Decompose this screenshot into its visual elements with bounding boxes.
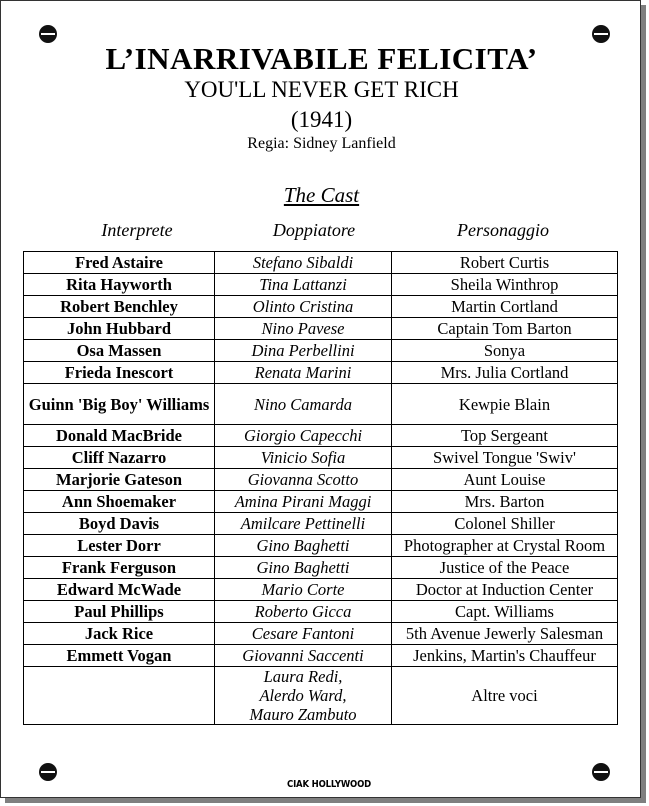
table-row (24, 513, 618, 535)
table-row (24, 623, 618, 645)
dubber-cell: Giovanni Saccenti (215, 645, 392, 667)
dubber-cell: Renata Marini (215, 362, 392, 384)
dubber-cell: Roberto Gicca (215, 601, 392, 623)
screw-icon (39, 763, 57, 781)
dubber-cell (215, 667, 392, 725)
dubber-line: Laura Redi, (263, 667, 343, 686)
table-row (24, 296, 618, 318)
dubber-cell: Olinto Cristina (215, 296, 392, 318)
character-cell: Swivel Tongue 'Swiv' (392, 447, 618, 469)
character-cell: Colonel Shiller (392, 513, 618, 535)
character-cell: Altre voci (392, 667, 618, 725)
dubber-cell: Gino Baghetti (215, 557, 392, 579)
actor-cell: Donald MacBride (24, 425, 215, 447)
dubber-cell: Dina Perbellini (215, 340, 392, 362)
character-cell: Doctor at Induction Center (392, 579, 618, 601)
table-row (24, 447, 618, 469)
table-row (24, 340, 618, 362)
table-row (24, 384, 618, 425)
italian-title: L’INARRIVABILE FELICITA’ (105, 41, 538, 76)
dubber-cell: Nino Camarda (215, 384, 392, 425)
character-cell: 5th Avenue Jewerly Salesman (392, 623, 618, 645)
table-row (24, 318, 618, 340)
dubber-cell: Gino Baghetti (215, 535, 392, 557)
dubber-cell: Amilcare Pettinelli (215, 513, 392, 535)
ciak-hollywood-logo: CIAK HOLLYWOOD (287, 779, 372, 790)
cast-table-body (24, 252, 618, 725)
table-row (24, 252, 618, 274)
table-row (24, 557, 618, 579)
actor-cell: Marjorie Gateson (24, 469, 215, 491)
dubber-line: Alerdo Ward, (259, 686, 347, 705)
actor-cell: Paul Phillips (24, 601, 215, 623)
character-cell: Capt. Williams (392, 601, 618, 623)
actor-cell: Fred Astaire (24, 252, 215, 274)
column-header-character: Personaggio (457, 220, 549, 240)
dubber-cell: Amina Pirani Maggi (215, 491, 392, 513)
actor-cell: John Hubbard (24, 318, 215, 340)
character-cell: Aunt Louise (392, 469, 618, 491)
character-cell: Mrs. Barton (392, 491, 618, 513)
actor-cell: Emmett Vogan (24, 645, 215, 667)
character-cell: Sheila Winthrop (392, 274, 618, 296)
character-cell: Justice of the Peace (392, 557, 618, 579)
character-cell: Robert Curtis (392, 252, 618, 274)
actor-cell: Frank Ferguson (24, 557, 215, 579)
table-row (24, 425, 618, 447)
actor-cell: Jack Rice (24, 623, 215, 645)
character-cell: Martin Cortland (392, 296, 618, 318)
table-row (24, 535, 618, 557)
character-cell: Photographer at Crystal Room (392, 535, 618, 557)
table-row (24, 579, 618, 601)
actor-cell: Robert Benchley (24, 296, 215, 318)
dubber-cell: Cesare Fantoni (215, 623, 392, 645)
column-header-actor: Interprete (101, 220, 173, 240)
table-row (24, 469, 618, 491)
actor-cell: Osa Massen (24, 340, 215, 362)
original-title: YOU'LL NEVER GET RICH (184, 77, 459, 102)
dubber-cell: Tina Lattanzi (215, 274, 392, 296)
screw-icon (592, 763, 610, 781)
table-row (24, 645, 618, 667)
character-cell: Mrs. Julia Cortland (392, 362, 618, 384)
dubber-cell: Giorgio Capecchi (215, 425, 392, 447)
cast-heading: The Cast (283, 183, 360, 207)
release-year: (1941) (290, 107, 353, 132)
table-row (24, 667, 618, 725)
character-cell: Captain Tom Barton (392, 318, 618, 340)
actor-cell: Rita Hayworth (24, 274, 215, 296)
actor-cell: Cliff Nazarro (24, 447, 215, 469)
character-cell: Jenkins, Martin's Chauffeur (392, 645, 618, 667)
dubber-cell: Mario Corte (215, 579, 392, 601)
actor-cell: Frieda Inescort (24, 362, 215, 384)
dubber-line: Mauro Zambuto (249, 705, 357, 724)
actor-cell (24, 667, 215, 725)
dubber-cell: Nino Pavese (215, 318, 392, 340)
table-row (24, 491, 618, 513)
table-row (24, 601, 618, 623)
actor-cell: Edward McWade (24, 579, 215, 601)
character-cell: Top Sergeant (392, 425, 618, 447)
actor-cell: Lester Dorr (24, 535, 215, 557)
table-row (24, 362, 618, 384)
table-row (24, 274, 618, 296)
column-header-dubber: Doppiatore (272, 220, 356, 240)
character-cell: Sonya (392, 340, 618, 362)
actor-cell: Guinn 'Big Boy' Williams (24, 384, 215, 425)
cast-table (23, 251, 618, 725)
actor-cell: Boyd Davis (24, 513, 215, 535)
dubber-cell: Giovanna Scotto (215, 469, 392, 491)
dubber-cell: Stefano Sibaldi (215, 252, 392, 274)
actor-cell: Ann Shoemaker (24, 491, 215, 513)
director-credit: Regia: Sidney Lanfield (247, 135, 396, 152)
character-cell: Kewpie Blain (392, 384, 618, 425)
dubber-cell: Vinicio Sofia (215, 447, 392, 469)
